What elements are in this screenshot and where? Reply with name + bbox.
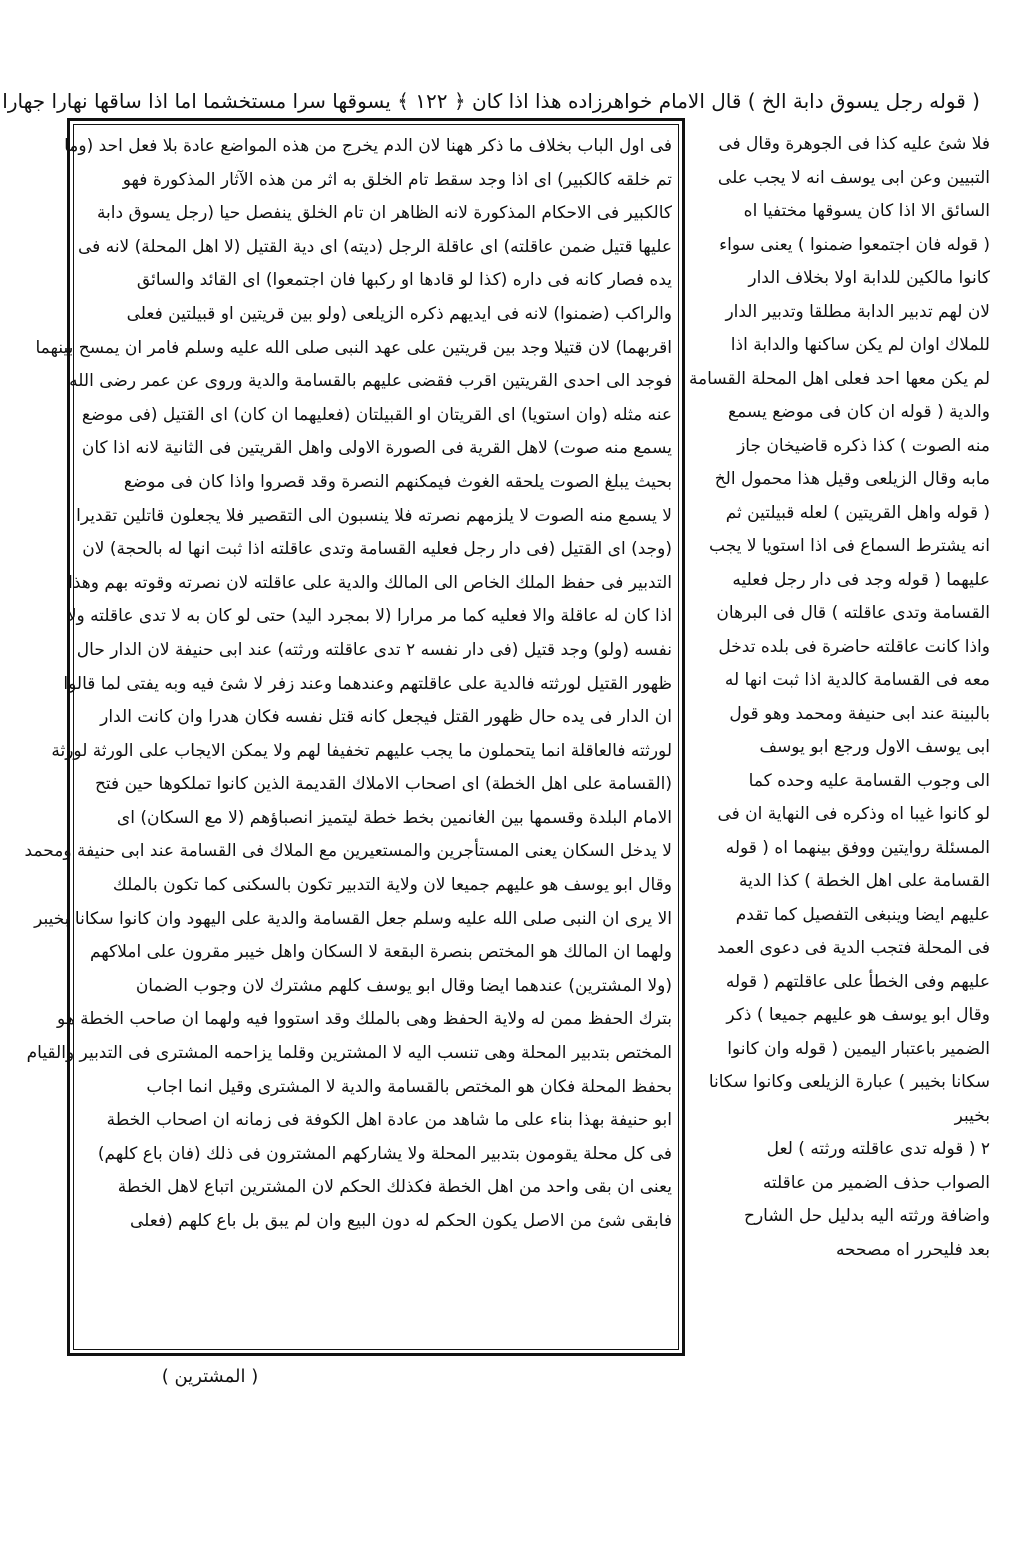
margin-text-line: عليهم ايضا وينبغى التفصيل كما تقدم <box>735 904 990 925</box>
main-text-line: اذا كان له عاقلة والا فعليه كما مر مرارا (لا بمجرد اليد) حتى لو كان به لا تدى عاقلته ولا <box>66 606 672 627</box>
main-text-line: يسمع منه صوت) لاهل القرية فى الصورة الاولى واهل القريتين فى الثانية لانه اذا كان <box>81 438 672 459</box>
main-text-line: فى اول الباب بخلاف ما ذكر ههنا لان الدم يخرج من هذه المواضع عادة بلا فعل احد (وما <box>64 136 672 156</box>
margin-text-line: بعد فليحرر اه مصححه <box>835 1239 990 1260</box>
margin-text-line: الضمير باعتبار اليمين ( قوله وان كانوا <box>727 1038 990 1059</box>
margin-text-line: مابه وقال الزيلعى وقيل هذا محمول الخ <box>714 469 990 489</box>
margin-text-line: المسئلة روايتين ووفق بينهما اه ( قوله <box>725 837 990 858</box>
main-text-line: ان الدار فى يده حال ظهور القتل فيجعل كانه قتل نفسه فكان هدرا وان كانت الدار <box>100 707 672 728</box>
main-text-line: المختص بتدبير المحلة وهى تنسب اليه لا المشترين وقلما يزاحمه المشترى فى التدبير والقيام <box>26 1043 672 1064</box>
margin-text-line: والدية ( قوله ان كان فى موضع يسمع <box>728 402 990 422</box>
margin-text-line: ( قوله فان اجتمعوا ضمنوا ) يعنى سواء <box>719 234 990 255</box>
main-text-line: ولهما ان المالك هو المختص بنصرة البقعة لا السكان واهل خيبر مقرون على املاكهم <box>89 942 672 963</box>
main-text-line: الامام البلدة وقسمها بين الغانمين بخط خطة ليتميز انصباؤهم (لا مع السكان) اى <box>116 807 672 828</box>
margin-text-line: الى وجوب القسامة عليه وحده كما <box>748 770 990 791</box>
main-text-line: تم خلقه كالكبير) اى اذا وجد سقط تام الخلق به اثر من هذه الآثار المذكورة فهو <box>122 169 672 190</box>
main-text-line: وقال ابو يوسف هو عليهم جميعا لان ولاية التدبير تكون بالسكنى كما تكون بالملك <box>112 875 672 896</box>
margin-text-line: وقال ابو يوسف هو عليهم جميعا ) ذكر <box>726 1005 990 1025</box>
margin-text-line: معه فى القسامة كالدية اذا ثبت انها له <box>724 670 990 690</box>
main-text-line: فابقى شئ من الاصل يكون الحكم له دون البيع وان لم يبق بل باع كلهم (فعلى <box>129 1211 672 1231</box>
margin-text-line: فى المحلة فتجب الدية فى دعوى العمد <box>717 938 990 958</box>
margin-text-line: فلا شئ عليه كذا فى الجوهرة وقال فى <box>718 134 990 154</box>
margin-text-line: سكانا بخيبر ) عبارة الزيلعى وكانوا سكانا <box>708 1072 990 1092</box>
margin-text-line: بالبينة عند ابى حنيفة ومحمد وهو قول <box>729 703 990 724</box>
marginal-gloss-column <box>688 128 990 1368</box>
margin-text-line: لان لهم تدبير الدابة مطلقا وتدبير الدار <box>725 301 990 322</box>
margin-text-line: التبيين وعن ابى يوسف انه لا يجب على <box>717 167 990 188</box>
running-header: ( قوله رجل يسوق دابة الخ ) قال الامام خواهرزاده هذا اذا كان ﴿ ١٢٢ ﴾ يسوقها سرا مستخشما اما اذا ساقها نهارا جهارا <box>2 89 980 113</box>
main-text-line: والراكب (ضمنوا) لانه فى ايديهم ذكره الزيلعى (ولو بين قريتين او قبيلتين فعلى <box>126 303 672 324</box>
margin-text-line: القسامة على اهل الخطة ) كذا الدية <box>739 871 990 891</box>
margin-text-line: السائق الا اذا كان يسوقها مختفيا اه <box>743 201 990 221</box>
main-text-line: نفسه (ولو) وجد قتيل (فى دار نفسه ٢ تدى عاقلته ورثته) عند ابى حنيفة لان الدار حال <box>76 639 672 660</box>
margin-text-line: ( قوله واهل القريتين ) لعله قبيلتين ثم <box>725 502 990 523</box>
main-text-line: عنه مثله (وان استويا) اى القريتان او القبيلتان (فعليهما ان كان) اى القتيل (فى موضع <box>81 404 672 425</box>
main-text-line: لورثته فالعاقلة انما يتحملون ما يجب عليهم تخفيفا لهم ولا يمكن الايجاب على الورثة لورثة <box>51 740 672 761</box>
margin-text-line: لو كانوا غيبا اه وذكره فى النهاية ان فى <box>717 804 990 824</box>
main-text-line: لا يسمع منه الصوت لا يلزمهم نصرته فلا ينسبون الى التقصير فلا يجعلون قاتلين تقديرا <box>76 505 672 526</box>
margin-text-line: لم يكن معها احد فعلى اهل المحلة القسامة <box>688 368 990 389</box>
main-text-line: يعنى ان بقى واحد من اهل الخطة فكذلك الحكم لان المشترين اتباع لاهل الخطة <box>117 1177 672 1198</box>
main-text-line: يده فصار كانه فى داره (كذا لو قادها او ركبها فان اجتمعوا) اى القائد والسائق <box>136 270 672 291</box>
main-text-line: الا يرى ان النبى صلى الله عليه وسلم جعل القسامة والدية على اليهود وان كانوا سكانا بخيبر <box>34 908 672 929</box>
main-text-line: (القسامة على اهل الخطة) اى اصحاب الاملاك القديمة الذين كانوا تملكوها حين فتح <box>94 774 672 795</box>
main-text-line: التدبير فى حفظ الملك الخاص الى المالك والدية على عاقلته لان نصرته وقوته بهم وهذا <box>68 572 672 593</box>
margin-text-line: انه يشترط السماع فى اذا استويا لا يجب <box>709 536 990 556</box>
main-text-line: بحفظ المحلة فكان هو المختص بالقسامة والدية لا المشترى وقيل انما اجاب <box>146 1076 672 1097</box>
margin-text-line: ٢ ( قوله تدى عاقلته ورثته ) لعل <box>766 1139 990 1159</box>
main-text-line: ابو حنيفة بهذا بناء على ما شاهد من عادة اهل الكوفة فى زمانه ان اصحاب الخطة <box>106 1110 672 1131</box>
margin-text-line: للملاك اوان لم يكن ساكنها والدابة اذا <box>730 335 990 355</box>
margin-text-line: واذا كانت عاقلته حاضرة فى بلده تدخل <box>718 636 990 657</box>
main-text-line: (وجد) اى القتيل (فى دار رجل فعليه القسامة وتدى عاقلته اذا ثبت انها له بالحجة) لان <box>82 539 672 560</box>
main-text-line: ظهور القتيل لورثته فالدية على عاقلتهم وعندهما وعند زفر لا شئ فيه وبه يفتى لما قالوا <box>63 673 672 694</box>
margin-text-line: الصواب حذف الضمير من عاقلته <box>762 1172 990 1193</box>
margin-text-line: واضافة ورثته اليه بدليل حل الشارح <box>743 1206 990 1226</box>
main-text-line: عليها قتيل ضمن عاقلته) اى عاقلة الرجل (ديته) اى دية القتيل (لا اهل المحلة) لانه فى <box>78 236 672 257</box>
margin-text-line: عليهم وفى الخطأ على عاقلتهم ( قوله <box>725 971 990 992</box>
margin-text-line: عليهما ( قوله وجد فى دار رجل فعليه <box>732 569 990 590</box>
main-text-line: كالكبير فى الاحكام المذكورة لانه الظاهر ان تام الخلق ينفصل حيا (رجل يسوق دابة <box>96 203 672 224</box>
catchword: ( المشترين ) <box>161 1366 259 1387</box>
main-text-line: بترك الحفظ ممن له ولاية الحفظ وهى بالملك وقد استووا فيه ولهما ان صاحب الخطة هو <box>56 1009 672 1030</box>
main-text-line: بحيث يبلغ الصوت يلحقه الغوث فيمكنهم النصرة وقد قصروا واذا كان فى موضع <box>123 471 672 492</box>
margin-text-line: كانوا مالكين للدابة اولا بخلاف الدار <box>748 268 990 288</box>
main-text-line: فوجد الى احدى القريتين اقرب فقضى عليهم بالقسامة والدية وروى عن عمر رضى الله <box>69 371 672 392</box>
main-text-line: (ولا المشترين) عندهما ايضا وقال ابو يوسف كلهم مشترك لان وجوب الضمان <box>135 975 672 996</box>
margin-text-line: ابى يوسف الاول ورجع ابو يوسف <box>759 737 990 757</box>
main-text-line: اقربهما) لان قتيلا وجد بين قريتين على عهد النبى صلى الله عليه وسلم فامر ان يمسح بينهما <box>35 337 672 358</box>
main-text-line: لا يدخل السكان يعنى المستأجرين والمستعيرين مع الملاك فى القسامة عند ابى حنيفة ومحمد <box>24 841 672 862</box>
main-text-line: فى كل محلة يقومون بتدبير المحلة ولا يشاركهم المشترون فى ذلك (فان باع كلهم) <box>97 1143 672 1164</box>
margin-text-line: بخيبر <box>954 1105 990 1126</box>
margin-text-line: منه الصوت ) كذا ذكره قاضيخان جاز <box>737 435 990 456</box>
main-commentary-column <box>24 130 672 1342</box>
margin-text-line: القسامة وتدى عاقلته ) قال فى البرهان <box>716 603 990 623</box>
